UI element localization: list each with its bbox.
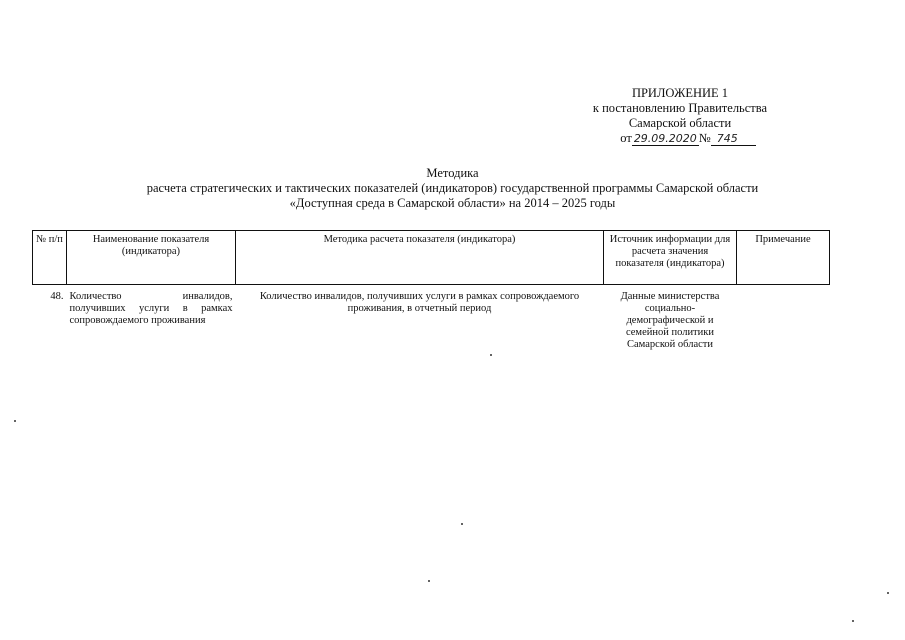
handwritten-date: 29.09.2020 xyxy=(633,132,697,145)
appendix-region-line: Самарской области xyxy=(628,116,732,130)
appendix-header xyxy=(560,86,800,146)
appendix-resolution-line: к постановлению Правительства xyxy=(592,101,768,115)
row-source: Данные министерства социально-демографической и семейной политики Самарской области xyxy=(620,291,720,350)
date-prefix: от xyxy=(620,131,632,145)
header-method: Методика расчета показателя (индикатора) xyxy=(236,231,604,285)
scan-speck xyxy=(461,523,463,525)
appendix-title: ПРИЛОЖЕНИЕ 1 xyxy=(631,86,729,100)
scan-speck xyxy=(887,592,889,594)
header-note: Примечание xyxy=(737,231,830,285)
header-num: № п/п xyxy=(33,231,67,285)
scan-speck xyxy=(14,420,16,422)
title-line-1: Методика xyxy=(426,166,479,180)
row-name: Количество инвалидов, получивших услуги в рамках сопровождаемого проживания xyxy=(69,291,233,326)
header-source: Источник информации для расчета значения показателя (индикатора) xyxy=(604,231,737,285)
title-line-3: «Доступная среда в Самарской области» на 2014 – 2025 годы xyxy=(289,196,616,210)
row-num: 48. xyxy=(50,291,64,302)
document-title xyxy=(60,166,845,211)
appendix-date-line xyxy=(568,131,808,146)
scan-speck xyxy=(428,580,430,582)
row-note xyxy=(737,285,830,354)
scan-speck xyxy=(852,620,854,622)
handwritten-number: 745 xyxy=(711,132,756,146)
scan-speck xyxy=(490,354,492,356)
row-method: Количество инвалидов, получивших услуги в рамках сопровождаемого проживания, в отчетный период xyxy=(259,291,580,314)
indicators-table xyxy=(32,230,830,353)
number-prefix: № xyxy=(698,131,711,145)
header-name: Наименование показателя (индикатора) xyxy=(67,231,236,285)
table-header-row xyxy=(33,231,830,285)
table-row xyxy=(33,285,830,354)
title-line-2: расчета стратегических и тактических показателей (индикаторов) государственной программы Самарской области xyxy=(146,181,759,195)
